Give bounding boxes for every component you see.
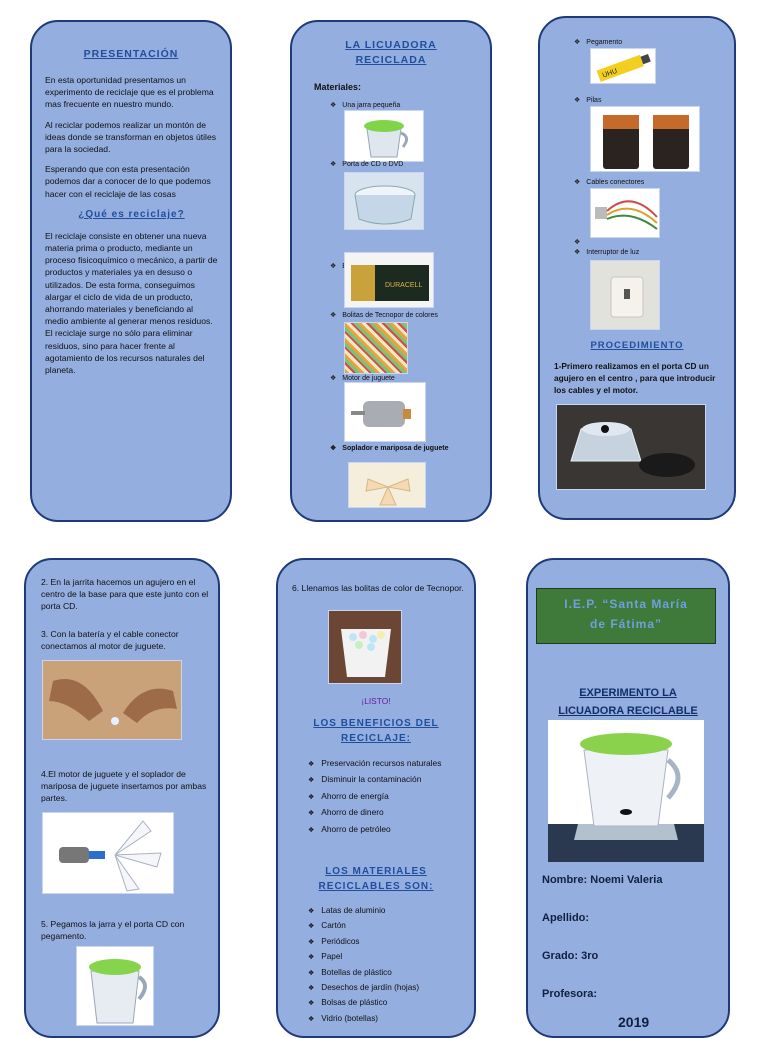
cable-icon bbox=[591, 189, 660, 238]
school-name-line2: de Fátima” bbox=[589, 617, 662, 631]
teacher-label: Profesora: bbox=[542, 988, 598, 1000]
panel-blender-materials bbox=[290, 20, 492, 522]
procedure-title: PROCEDIMIENTO bbox=[590, 340, 684, 351]
recyclable-item bbox=[308, 919, 468, 934]
material-item-light-switch: ❖ Interruptor de luz bbox=[574, 248, 639, 256]
glued-jar-photo bbox=[76, 946, 154, 1026]
recyclable-text: Botellas de plástico bbox=[321, 967, 392, 977]
benefits-title-line2: RECICLAJE: bbox=[340, 733, 411, 744]
student-name: Nombre: Noemi Valeria bbox=[542, 874, 663, 886]
bullet-empty bbox=[574, 238, 586, 246]
cd-holder-icon bbox=[345, 173, 424, 230]
benefits-list bbox=[308, 756, 464, 838]
switch-photo bbox=[590, 260, 660, 330]
recyclable-text: Latas de aluminio bbox=[321, 906, 386, 915]
material-item-cables: ❖ Cables conectores bbox=[574, 178, 644, 186]
procedure-step-5: 5. Pegamos la jarra y el porta CD con pegamento. bbox=[41, 919, 185, 942]
benefit-item bbox=[308, 772, 464, 788]
student-surname: Apellido: bbox=[542, 912, 590, 924]
benefit-text: Preservación recursos naturales bbox=[321, 758, 442, 768]
jar-photo bbox=[344, 110, 424, 162]
motor-fan-photo bbox=[42, 812, 174, 894]
benefit-item bbox=[308, 822, 464, 838]
glue-tube-icon bbox=[591, 49, 656, 84]
material-item-cd-holder: ❖ Porta de CD o DVD bbox=[330, 160, 403, 168]
cd-holder-photo bbox=[344, 172, 424, 230]
recyclable-text: Cartón bbox=[321, 921, 346, 931]
foam-balls-icon bbox=[329, 611, 402, 684]
material-item-foam-balls: ❖ Bolitas de Tecnopor de colores bbox=[330, 311, 438, 319]
recyclable-title-line1: LOS MATERIALES bbox=[325, 866, 427, 877]
pitcher-icon bbox=[77, 947, 154, 1026]
blender-title bbox=[292, 38, 490, 68]
foam-jar-photo bbox=[328, 610, 402, 684]
panel-presentation bbox=[30, 20, 232, 522]
blender-icon bbox=[548, 720, 704, 862]
material-item-jar: ❖ Una jarra pequeña bbox=[330, 101, 400, 109]
foam-balls-photo bbox=[344, 322, 408, 374]
battery-photo bbox=[344, 252, 434, 308]
benefit-text: Ahorro de energía bbox=[321, 790, 389, 801]
battery-icon bbox=[345, 253, 434, 308]
recyclable-text: Desechos de jardín (hojas) bbox=[321, 983, 420, 993]
recyclable-text: Papel bbox=[321, 952, 343, 962]
fan-icon bbox=[349, 463, 426, 508]
recyclable-title-line2: RECICLABLES SON: bbox=[318, 881, 434, 892]
cover-blender-photo bbox=[548, 720, 704, 862]
blender-title-line1: LA LICUADORA bbox=[345, 39, 437, 51]
recyclable-materials-title bbox=[278, 864, 474, 894]
jar-icon bbox=[345, 111, 424, 162]
material-item-motor: ❖ Motor de juguete bbox=[330, 374, 395, 382]
benefit-text: Ahorro de petróleo bbox=[321, 823, 391, 834]
presentation-paragraph-3: Esperando que con esta presentación podemos dar a conocer de lo que podemos hacer con el reciclaje de las cosas bbox=[45, 164, 211, 199]
ready-label: ¡LISTO! bbox=[361, 696, 391, 706]
benefit-item bbox=[308, 789, 464, 805]
recyclable-item bbox=[308, 1012, 468, 1027]
recyclable-item bbox=[308, 904, 468, 919]
what-is-recycling-heading: ¿Qué es reciclaje? bbox=[78, 208, 185, 220]
material-item-batteries: ❖ Pilas bbox=[574, 96, 601, 104]
presentation-paragraph-2: Al reciclar podemos realizar un montón de ideas donde se transforman en objetos útiles para la sociedad. bbox=[45, 119, 217, 155]
batteries-icon bbox=[591, 107, 700, 172]
batteries-photo bbox=[590, 106, 700, 172]
material-item-glue: ❖ Pegamento bbox=[574, 38, 622, 46]
panel-benefits bbox=[276, 558, 476, 1038]
benefit-text: Disminuir la contaminación bbox=[321, 774, 422, 785]
student-grade: Grado: 3ro bbox=[542, 950, 599, 962]
procedure-step-2: 2. En la jarrita hacemos un agujero en el centro de la base para que este junto con el porta CD. bbox=[41, 577, 209, 612]
panel-cover bbox=[526, 558, 730, 1038]
recyclable-text: Periódicos bbox=[321, 936, 360, 946]
benefit-item bbox=[308, 756, 464, 772]
glue-photo bbox=[590, 48, 656, 84]
hands-icon bbox=[43, 661, 182, 740]
presentation-paragraph-1: En esta oportunidad presentamos un experimento de reciclaje que es el problema mas frecuente en nuestro mundo. bbox=[45, 75, 214, 110]
year-label: 2019 bbox=[618, 1014, 650, 1030]
recyclable-text: Vidrio (botellas) bbox=[321, 1013, 379, 1023]
recyclable-item bbox=[308, 966, 468, 981]
light-switch-icon bbox=[591, 261, 660, 330]
benefit-text: Ahorro de dinero bbox=[321, 807, 384, 818]
recycling-definition: El reciclaje consiste en obtener una nueva materia prima o producto, mediante un proceso fisicoquímico o mecánico, a partir de productos y materiales ya en desuso o utilizados. De esta forma, conseguimos alargar el ciclo de vida de un producto, ahorrando materiales y beneficiando al medio ambiente al generar menos residuos. El reciclaje surge no sólo para eliminar residuos, sino para hacer frente al agotamiento de los recursos naturales del planeta. bbox=[45, 230, 218, 376]
procedure-step-1: 1-Primero realizamos en el porta CD un agujero en el centro , para que introducir los cables y el motor. bbox=[554, 361, 716, 396]
cd-hole-photo bbox=[556, 404, 706, 490]
recyclable-item bbox=[308, 981, 468, 996]
recyclable-item bbox=[308, 996, 468, 1011]
motor-fan-icon bbox=[43, 813, 174, 894]
blender-title-line2: RECICLADA bbox=[355, 54, 427, 66]
school-name-box bbox=[536, 588, 716, 644]
benefits-title-line1: LOS BENEFICIOS DEL bbox=[313, 718, 439, 729]
procedure-step-6: 6. Llenamos las bolitas de color de Tecnopor. bbox=[292, 583, 464, 593]
cd-hole-icon bbox=[557, 405, 706, 490]
procedure-step-3: 3. Con la batería y el cable conector conectamos al motor de juguete. bbox=[41, 629, 179, 652]
svg-text:DURACELL: DURACELL bbox=[385, 282, 423, 289]
recyclable-item bbox=[308, 950, 468, 965]
motor-icon bbox=[345, 383, 426, 442]
recyclable-item bbox=[308, 935, 468, 950]
cover-title bbox=[528, 684, 728, 720]
recyclable-materials-list bbox=[308, 904, 468, 1027]
benefits-title bbox=[278, 716, 474, 746]
materials-label: Materiales: bbox=[314, 82, 362, 92]
material-item-blower: ❖ Soplador e mariposa de juguete bbox=[330, 444, 448, 452]
presentation-title: PRESENTACIÓN bbox=[83, 48, 179, 60]
benefit-item bbox=[308, 805, 464, 821]
motor-photo bbox=[344, 382, 426, 442]
cables-photo bbox=[590, 188, 660, 238]
school-name-line1: I.E.P. “Santa María bbox=[564, 597, 688, 611]
cover-title-line1: EXPERIMENTO LA bbox=[579, 687, 677, 699]
cover-title-line2: LICUADORA RECICLABLE bbox=[558, 705, 698, 717]
hands-photo bbox=[42, 660, 182, 740]
svg-text:UHU: UHU bbox=[601, 67, 619, 80]
panel-materials-procedure bbox=[538, 16, 736, 520]
procedure-step-4: 4.El motor de juguete y el soplador de mariposa de juguete insertamos por ambas partes. bbox=[41, 769, 207, 804]
panel-steps-2-5 bbox=[24, 558, 220, 1038]
recyclable-text: Bolsas de plástico bbox=[321, 998, 388, 1008]
blower-photo bbox=[348, 462, 426, 508]
